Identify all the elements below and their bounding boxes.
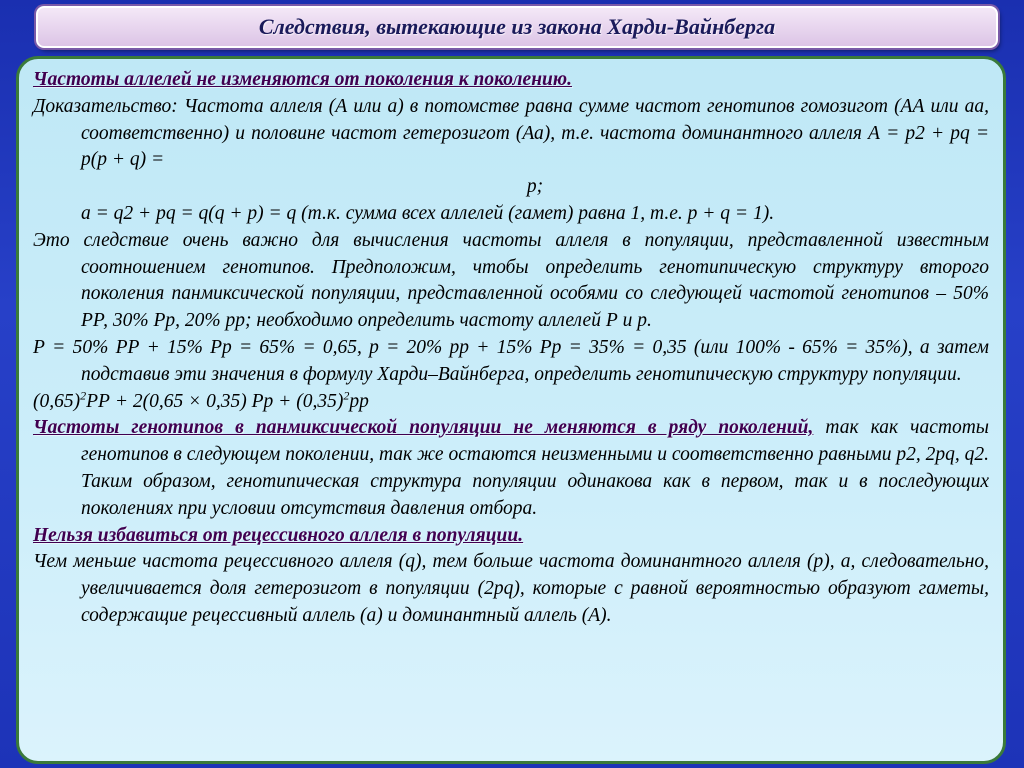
calculation-paragraph: Р = 50% РР + 15% Рр = 65% = 0,65, р = 20% рр + 15% Рр = 35% = 0,35 (или 100% - 65% = 35%), а затем подставив эти значения в формулу Харди–Вайнберга, определить генотипическую структуру популяции.	[33, 336, 989, 385]
slide-title-bar	[36, 6, 998, 48]
heading-recessive-allele-text: Нельзя избавиться от рецессивного аллеля в популяции.	[33, 524, 524, 546]
hardy-weinberg-formula	[33, 389, 989, 416]
formula-exponent-1: 2	[80, 388, 87, 403]
heading-recessive-allele	[33, 523, 989, 550]
formula-part-a: (0,65)	[33, 390, 81, 412]
formula-part-b: РР + 2(0,65 × 0,35) Рр + (0,35)	[86, 390, 344, 412]
formula-exponent-2: 2	[343, 388, 350, 403]
genotype-frequencies-text: так как частоты генотипов в следующем поколении, так же остаются неизменными и соответственно равными р2, 2рq, q2. Таким образом, генотипическая структура популяции одинакова как в первом, так и в последующих поколениях при условии отсутствия давления отбора.	[81, 417, 989, 519]
recessive-allele-paragraph: Чем меньше частота рецессивного аллеля (q), тем больше частота доминантного аллеля (р), а, следовательно, увеличивается доля гетерозигот в популяции (2рq), которые с равной вероятностью образуют гаметы, содержащие рецессивный аллель (а) и доминантный аллель (А).	[33, 551, 989, 626]
genotype-frequencies-paragraph	[33, 415, 989, 522]
proof-recessive-formula: а = q2 + рq = q(q + р) = q (т.к. сумма всех аллелей (гамет) равна 1, т.е. р + q = 1).	[81, 202, 775, 224]
consequence-paragraph: Это следствие очень важно для вычисления частоты аллеля в популяции, представленной известным соотношением генотипов. Предположим, чтобы определить генотипическую структуру второго поколения панмиксической популяции, представленной особями со следующей частотой генотипов – 50% РР, 30% Рр, 20% рр; необходимо определить частоту аллелей Р и р.	[33, 229, 989, 332]
heading-allele-frequencies-text: Частоты аллелей не изменяются от поколения к поколению.	[33, 69, 572, 90]
content-panel	[16, 56, 1006, 764]
proof-paragraph: Доказательство: Частота аллеля (А или а) в потомстве равна сумме частот генотипов гомозигот (АА или аа, соответственно) и половине частот гетерозигот (Аа), т.е. частота доминантного аллеля А = р2 + рq = р(р + q) =	[33, 95, 989, 171]
formula-part-c: рр	[349, 390, 369, 412]
heading-allele-frequencies	[33, 67, 989, 94]
proof-continuation: р;	[526, 176, 544, 198]
heading-genotype-frequencies: Частоты генотипов в панмиксической популяции не меняются в ряду поколений,	[33, 417, 814, 439]
slide-title: Следствия, вытекающие из закона Харди-Вайнберга	[258, 14, 776, 39]
